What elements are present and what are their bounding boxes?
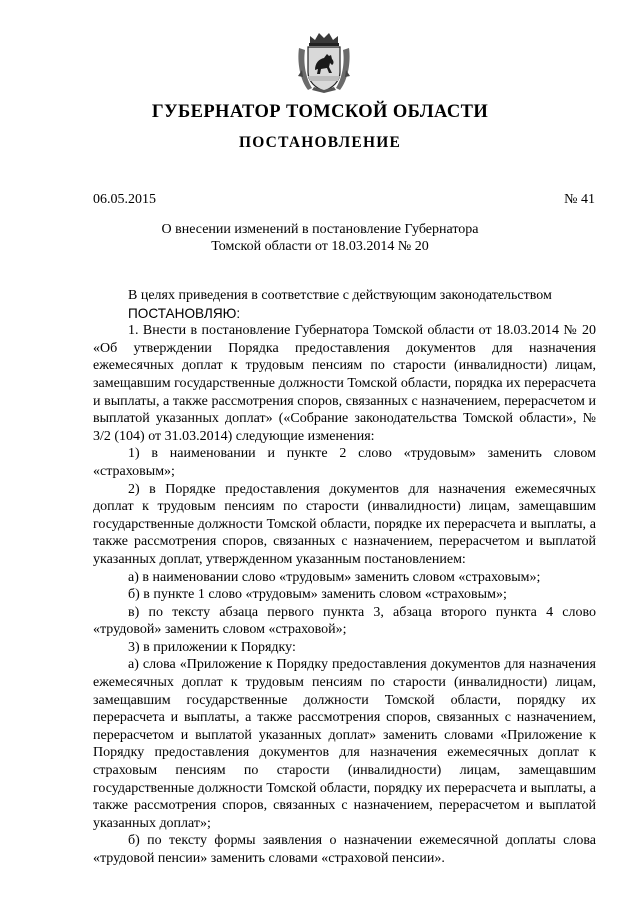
clause-1-2-paragraph: 2) в Порядке предоставления документов для назначения ежемесячных доплат к трудовым пенсиям по старости (инвалидности) лицам, замещавшим государственные должности Томской области, порядке их перерасчета и выплаты, а также рассмотрения споров, связанных с назначением, перерасчетом и выплатой указанных доплат, утвержденном указанным постановлением:: [93, 481, 596, 567]
document-type: ПОСТАНОВЛЕНИЕ: [238, 134, 402, 151]
document-date: 06.05.2015: [93, 192, 156, 207]
document-subject: [0, 221, 640, 255]
clause-1-2-a-paragraph: а) в наименовании слово «трудовым» заменить словом «страховым»;: [128, 569, 541, 585]
subject-line-1: О внесении изменений в постановление Губернатора: [161, 222, 479, 237]
preamble-paragraph: В целях приведения в соответствие с действующим законодательством: [128, 288, 552, 303]
clause-1-2-v-paragraph: в) по тексту абзаца первого пункта 3, абзаца второго пункта 4 слово «трудовой» заменить словом «страховой»;: [93, 604, 596, 638]
subject-line-2: Томской области от 18.03.2014 № 20: [211, 239, 429, 254]
clause-1-1-paragraph: 1) в наименовании и пункте 2 слово «трудовым» заменить словом «страховым»;: [93, 446, 596, 479]
document-body: [93, 287, 596, 868]
issuing-authority: ГУБЕРНАТОР ТОМСКОЙ ОБЛАСТИ: [151, 102, 489, 122]
coat-of-arms-icon: [296, 30, 352, 94]
clause-1-3-paragraph: 3) в приложении к Порядку:: [128, 639, 296, 655]
clause-1-3-a-paragraph: а) слова «Приложение к Порядку предоставления документов для назначения ежемесячных доплат к трудовым пенсиям по старости (инвалидности) лицам, замещавшим государственные должности Томской области, порядку их перерасчета и выплаты, а также рассмотрения споров, связанных с назначением, перерасчетом и выплатой указанных доплат» заменить словами «Приложение к Порядку предоставления документов для назначения ежемесячных доплат к страховым пенсиям по старости (инвалидности) лицам, замещавшим государственные должности Томской области, порядку их перерасчета и выплаты, а также рассмотрения споров, связанных с назначением, перерасчетом и выплатой указанных доплат»;: [93, 657, 596, 831]
clause-1-paragraph: 1. Внести в постановление Губернатора Томской области от 18.03.2014 № 20 «Об утверждении Порядка предоставления документов для назначения ежемесячных доплат к трудовым пенсиям по старости (инвалидности) лицам, замещавшим государственные должности Томской области, порядка их перерасчета и выплаты, а также рассмотрения споров, связанных с назначением, перерасчетом и выплатой указанных доплат» («Собрание законодательства Томской области», № 3/2 (104) от 31.03.2014) следующие изменения:: [93, 323, 596, 444]
clause-1-3-b-paragraph: б) по тексту формы заявления о назначении ежемесячной доплаты слова «трудовой пенсии» заменить словами «страховой пенсии».: [93, 833, 596, 866]
clause-1-2-b-paragraph: б) в пункте 1 слово «трудовым» заменить словом «страховым»;: [128, 587, 507, 603]
resolve-heading: ПОСТАНОВЛЯЮ:: [128, 305, 241, 321]
document-number: № 41: [564, 192, 595, 207]
